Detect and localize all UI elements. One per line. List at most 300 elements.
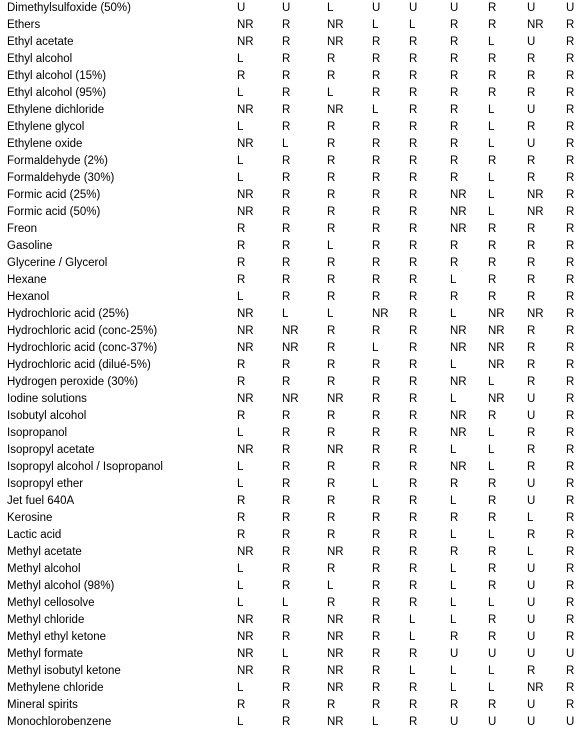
table-row	[0, 136, 587, 153]
rating-cell: L	[488, 426, 495, 439]
rating-cell: R	[566, 222, 575, 235]
rating-cell: R	[488, 18, 497, 31]
table-row	[0, 204, 587, 221]
rating-cell: L	[237, 171, 244, 184]
rating-cell: R	[409, 647, 418, 660]
rating-cell: L	[488, 103, 495, 116]
rating-cell: R	[282, 698, 291, 711]
table-row	[0, 357, 587, 374]
rating-cell: R	[282, 290, 291, 303]
rating-cell: L	[450, 664, 457, 677]
rating-cell: R	[327, 256, 336, 269]
rating-cell: L	[237, 681, 244, 694]
rating-cell: R	[488, 477, 497, 490]
rating-cell: R	[566, 681, 575, 694]
chemical-name: Hydrogen peroxide (30%)	[7, 375, 139, 388]
chemical-name: Methyl alcohol	[7, 562, 81, 575]
rating-cell: R	[237, 222, 246, 235]
rating-cell: NR	[327, 545, 344, 558]
rating-cell: L	[237, 52, 244, 65]
chemical-name: Ethyl alcohol	[7, 52, 73, 65]
rating-cell: R	[450, 120, 459, 133]
rating-cell: R	[372, 222, 381, 235]
rating-cell: R	[566, 273, 575, 286]
rating-cell: R	[488, 256, 497, 269]
rating-cell: L	[488, 528, 495, 541]
chemical-name: Ethyl alcohol (95%)	[7, 86, 107, 99]
rating-cell: R	[566, 630, 575, 643]
rating-cell: L	[450, 273, 457, 286]
rating-cell: NR	[488, 341, 505, 354]
rating-cell: R	[282, 358, 291, 371]
rating-cell: U	[566, 647, 575, 660]
chemical-name: Ethylene dichloride	[7, 103, 105, 116]
rating-cell: R	[282, 528, 291, 541]
rating-cell: U	[450, 715, 459, 728]
rating-cell: U	[527, 579, 536, 592]
chemical-name: Isopropyl alcohol / Isopropanol	[7, 460, 163, 473]
rating-cell: R	[488, 1, 497, 14]
table-row	[0, 629, 587, 646]
rating-cell: R	[282, 477, 291, 490]
rating-cell: R	[488, 290, 497, 303]
rating-cell: R	[527, 86, 536, 99]
rating-cell: R	[409, 86, 418, 99]
rating-cell: R	[409, 256, 418, 269]
rating-cell: L	[450, 613, 457, 626]
rating-cell: L	[237, 426, 244, 439]
table-row	[0, 289, 587, 306]
rating-cell: R	[566, 256, 575, 269]
rating-cell: R	[282, 494, 291, 507]
rating-cell: R	[282, 409, 291, 422]
rating-cell: L	[450, 494, 457, 507]
rating-cell: R	[409, 239, 418, 252]
rating-cell: L	[488, 664, 495, 677]
chemical-name: Isopropyl ether	[7, 477, 84, 490]
rating-cell: R	[282, 681, 291, 694]
rating-cell: R	[566, 562, 575, 575]
rating-cell: R	[282, 630, 291, 643]
rating-cell: L	[409, 18, 416, 31]
rating-cell: R	[409, 426, 418, 439]
rating-cell: U	[527, 409, 536, 422]
rating-cell: L	[237, 562, 244, 575]
rating-cell: R	[488, 579, 497, 592]
chemical-name: Freon	[7, 222, 38, 235]
rating-cell: U	[527, 103, 536, 116]
rating-cell: R	[527, 171, 536, 184]
table-row	[0, 51, 587, 68]
rating-cell: NR	[327, 18, 344, 31]
rating-cell: NR	[282, 392, 299, 405]
rating-cell: L	[488, 137, 495, 150]
table-row	[0, 459, 587, 476]
rating-cell: NR	[237, 392, 254, 405]
rating-cell: R	[450, 69, 459, 82]
rating-cell: R	[488, 511, 497, 524]
rating-cell: R	[409, 307, 418, 320]
rating-cell: R	[450, 290, 459, 303]
rating-cell: R	[566, 35, 575, 48]
rating-cell: R	[372, 409, 381, 422]
rating-cell: R	[372, 154, 381, 167]
rating-cell: R	[488, 154, 497, 167]
rating-cell: R	[409, 103, 418, 116]
rating-cell: R	[282, 579, 291, 592]
rating-cell: L	[488, 188, 495, 201]
table-row	[0, 340, 587, 357]
rating-cell: R	[372, 205, 381, 218]
rating-cell: R	[327, 273, 336, 286]
rating-cell: NR	[237, 664, 254, 677]
rating-cell: U	[527, 596, 536, 609]
chemical-name: Hexane	[7, 273, 47, 286]
rating-cell: L	[527, 511, 534, 524]
rating-cell: R	[237, 409, 246, 422]
rating-cell: R	[566, 477, 575, 490]
rating-cell: R	[372, 86, 381, 99]
rating-cell: U	[527, 647, 536, 660]
rating-cell: R	[327, 222, 336, 235]
rating-cell: R	[237, 273, 246, 286]
rating-cell: NR	[327, 715, 344, 728]
table-row	[0, 442, 587, 459]
rating-cell: L	[237, 579, 244, 592]
rating-cell: NR	[450, 375, 467, 388]
chemical-name: Methyl chloride	[7, 613, 85, 626]
chemical-name: Methylene chloride	[7, 681, 104, 694]
rating-cell: NR	[282, 341, 299, 354]
table-row	[0, 544, 587, 561]
rating-cell: R	[282, 256, 291, 269]
rating-cell: R	[527, 426, 536, 439]
rating-cell: L	[327, 1, 334, 14]
rating-cell: R	[372, 528, 381, 541]
rating-cell: NR	[237, 205, 254, 218]
rating-cell: R	[282, 460, 291, 473]
rating-cell: R	[488, 52, 497, 65]
rating-cell: R	[282, 664, 291, 677]
rating-cell: U	[527, 698, 536, 711]
table-row	[0, 578, 587, 595]
rating-cell: R	[566, 545, 575, 558]
table-row	[0, 221, 587, 238]
rating-cell: NR	[327, 35, 344, 48]
rating-cell: R	[282, 120, 291, 133]
rating-cell: R	[327, 52, 336, 65]
rating-cell: U	[566, 1, 575, 14]
rating-cell: NR	[237, 307, 254, 320]
rating-cell: U	[527, 392, 536, 405]
rating-cell: R	[409, 681, 418, 694]
rating-cell: R	[327, 324, 336, 337]
table-row	[0, 0, 587, 17]
rating-cell: NR	[237, 613, 254, 626]
rating-cell: NR	[327, 613, 344, 626]
rating-cell: R	[527, 324, 536, 337]
rating-cell: L	[450, 392, 457, 405]
rating-cell: R	[566, 664, 575, 677]
rating-cell: NR	[327, 443, 344, 456]
rating-cell: NR	[450, 188, 467, 201]
rating-cell: L	[488, 460, 495, 473]
rating-cell: R	[372, 681, 381, 694]
rating-cell: R	[566, 324, 575, 337]
rating-cell: R	[327, 511, 336, 524]
rating-cell: R	[566, 239, 575, 252]
table-row	[0, 34, 587, 51]
rating-cell: L	[282, 596, 289, 609]
rating-cell: R	[527, 52, 536, 65]
table-row	[0, 425, 587, 442]
rating-cell: L	[488, 205, 495, 218]
rating-cell: R	[282, 222, 291, 235]
chemical-name: Gasoline	[7, 239, 53, 252]
table-row	[0, 612, 587, 629]
rating-cell: R	[372, 188, 381, 201]
table-row	[0, 527, 587, 544]
rating-cell: R	[566, 171, 575, 184]
chemical-name: Methyl formate	[7, 647, 84, 660]
chemical-name: Glycerine / Glycerol	[7, 256, 108, 269]
rating-cell: R	[566, 596, 575, 609]
rating-cell: NR	[282, 324, 299, 337]
table-row	[0, 595, 587, 612]
rating-cell: R	[409, 188, 418, 201]
rating-cell: L	[409, 664, 416, 677]
rating-cell: R	[450, 511, 459, 524]
rating-cell: NR	[237, 18, 254, 31]
rating-cell: L	[450, 562, 457, 575]
rating-cell: R	[327, 137, 336, 150]
chemical-name: Methyl cellosolve	[7, 596, 95, 609]
rating-cell: R	[409, 528, 418, 541]
chemical-name: Isobutyl alcohol	[7, 409, 87, 422]
chemical-name: Kerosine	[7, 511, 53, 524]
rating-cell: L	[488, 171, 495, 184]
rating-cell: R	[566, 307, 575, 320]
rating-cell: NR	[527, 18, 544, 31]
table-row	[0, 68, 587, 85]
rating-cell: R	[566, 341, 575, 354]
chemical-name: Hydrochloric acid (conc-37%)	[7, 341, 158, 354]
rating-cell: L	[488, 35, 495, 48]
rating-cell: L	[488, 596, 495, 609]
rating-cell: R	[527, 120, 536, 133]
rating-cell: R	[488, 69, 497, 82]
rating-cell: R	[450, 545, 459, 558]
rating-cell: R	[527, 341, 536, 354]
chemical-name: Monochlorobenzene	[7, 715, 112, 728]
rating-cell: NR	[237, 630, 254, 643]
rating-cell: NR	[527, 307, 544, 320]
chemical-name: Mineral spirits	[7, 698, 78, 711]
rating-cell: U	[527, 1, 536, 14]
rating-cell: R	[409, 545, 418, 558]
rating-cell: L	[372, 715, 379, 728]
rating-cell: L	[488, 120, 495, 133]
rating-cell: L	[488, 681, 495, 694]
rating-cell: L	[282, 307, 289, 320]
rating-cell: R	[409, 52, 418, 65]
rating-cell: R	[409, 477, 418, 490]
rating-cell: R	[488, 494, 497, 507]
rating-cell: R	[327, 154, 336, 167]
rating-cell: R	[327, 477, 336, 490]
chemical-name: Ethyl alcohol (15%)	[7, 69, 107, 82]
rating-cell: R	[450, 86, 459, 99]
chemical-name: Formaldehyde (2%)	[7, 154, 108, 167]
chemical-name: Lactic acid	[7, 528, 62, 541]
table-row	[0, 493, 587, 510]
rating-cell: R	[450, 154, 459, 167]
rating-cell: U	[409, 1, 418, 14]
rating-cell: R	[372, 358, 381, 371]
rating-cell: R	[282, 511, 291, 524]
rating-cell: NR	[450, 460, 467, 473]
rating-cell: R	[372, 426, 381, 439]
rating-cell: R	[409, 460, 418, 473]
chemical-name: Ethylene oxide	[7, 137, 83, 150]
rating-cell: R	[566, 86, 575, 99]
rating-cell: R	[327, 358, 336, 371]
rating-cell: R	[450, 52, 459, 65]
rating-cell: R	[237, 358, 246, 371]
table-row	[0, 187, 587, 204]
rating-cell: R	[282, 188, 291, 201]
rating-cell: R	[237, 375, 246, 388]
rating-cell: R	[488, 698, 497, 711]
rating-cell: R	[282, 35, 291, 48]
rating-cell: L	[527, 545, 534, 558]
chemical-name: Hydrochloric acid (dilué-5%)	[7, 358, 151, 371]
rating-cell: R	[527, 528, 536, 541]
rating-cell: L	[327, 579, 334, 592]
rating-cell: R	[282, 443, 291, 456]
rating-cell: R	[409, 171, 418, 184]
rating-cell: R	[409, 562, 418, 575]
rating-cell: R	[372, 392, 381, 405]
rating-cell: R	[282, 375, 291, 388]
rating-cell: R	[409, 375, 418, 388]
rating-cell: R	[566, 511, 575, 524]
rating-cell: NR	[488, 392, 505, 405]
rating-cell: R	[527, 375, 536, 388]
rating-cell: R	[237, 69, 246, 82]
rating-cell: R	[372, 324, 381, 337]
rating-cell: R	[409, 324, 418, 337]
rating-cell: L	[372, 18, 379, 31]
rating-cell: R	[282, 273, 291, 286]
rating-cell: NR	[527, 188, 544, 201]
rating-cell: L	[237, 596, 244, 609]
rating-cell: L	[237, 120, 244, 133]
rating-cell: R	[566, 205, 575, 218]
rating-cell: R	[282, 562, 291, 575]
rating-cell: R	[450, 256, 459, 269]
rating-cell: R	[372, 52, 381, 65]
rating-cell: R	[527, 664, 536, 677]
rating-cell: R	[372, 35, 381, 48]
rating-cell: R	[327, 528, 336, 541]
rating-cell: L	[237, 477, 244, 490]
rating-cell: NR	[237, 188, 254, 201]
rating-cell: R	[566, 460, 575, 473]
rating-cell: R	[450, 35, 459, 48]
rating-cell: U	[450, 647, 459, 660]
rating-cell: R	[282, 69, 291, 82]
rating-cell: R	[488, 409, 497, 422]
rating-cell: L	[237, 715, 244, 728]
rating-cell: NR	[450, 409, 467, 422]
chemical-name: Formic acid (25%)	[7, 188, 101, 201]
table-row	[0, 391, 587, 408]
table-row	[0, 102, 587, 119]
chemical-name: Methyl ethyl ketone	[7, 630, 107, 643]
chemical-name: Iodine solutions	[7, 392, 87, 405]
rating-cell: R	[409, 137, 418, 150]
chemical-name: Methyl isobutyl ketone	[7, 664, 121, 677]
rating-cell: R	[372, 545, 381, 558]
table-row	[0, 408, 587, 425]
rating-cell: U	[488, 647, 497, 660]
chemical-name: Ethers	[7, 18, 41, 31]
rating-cell: L	[409, 630, 416, 643]
rating-cell: R	[409, 35, 418, 48]
rating-cell: R	[237, 528, 246, 541]
rating-cell: U	[372, 1, 381, 14]
rating-cell: NR	[488, 307, 505, 320]
rating-cell: R	[527, 443, 536, 456]
rating-cell: R	[566, 154, 575, 167]
rating-cell: R	[566, 698, 575, 711]
table-row	[0, 374, 587, 391]
rating-cell: R	[566, 426, 575, 439]
rating-cell: R	[527, 154, 536, 167]
rating-cell: NR	[327, 392, 344, 405]
rating-cell: R	[372, 69, 381, 82]
rating-cell: R	[372, 256, 381, 269]
rating-cell: R	[327, 290, 336, 303]
rating-cell: R	[282, 154, 291, 167]
rating-cell: U	[527, 613, 536, 626]
rating-cell: L	[237, 86, 244, 99]
rating-cell: R	[566, 137, 575, 150]
rating-cell: R	[237, 698, 246, 711]
chemical-name: Isopropyl acetate	[7, 443, 95, 456]
rating-cell: R	[282, 52, 291, 65]
rating-cell: R	[566, 579, 575, 592]
rating-cell: U	[488, 715, 497, 728]
chemical-name: Hydrochloric acid (25%)	[7, 307, 130, 320]
rating-cell: R	[527, 239, 536, 252]
rating-cell: R	[327, 171, 336, 184]
rating-cell: NR	[237, 35, 254, 48]
rating-cell: R	[237, 494, 246, 507]
rating-cell: R	[566, 120, 575, 133]
rating-cell: NR	[237, 324, 254, 337]
rating-cell: NR	[372, 307, 389, 320]
rating-cell: U	[237, 1, 246, 14]
rating-cell: R	[450, 698, 459, 711]
rating-cell: R	[237, 239, 246, 252]
rating-cell: R	[409, 698, 418, 711]
rating-cell: L	[372, 103, 379, 116]
rating-cell: R	[372, 579, 381, 592]
rating-cell: R	[409, 579, 418, 592]
rating-cell: R	[527, 273, 536, 286]
